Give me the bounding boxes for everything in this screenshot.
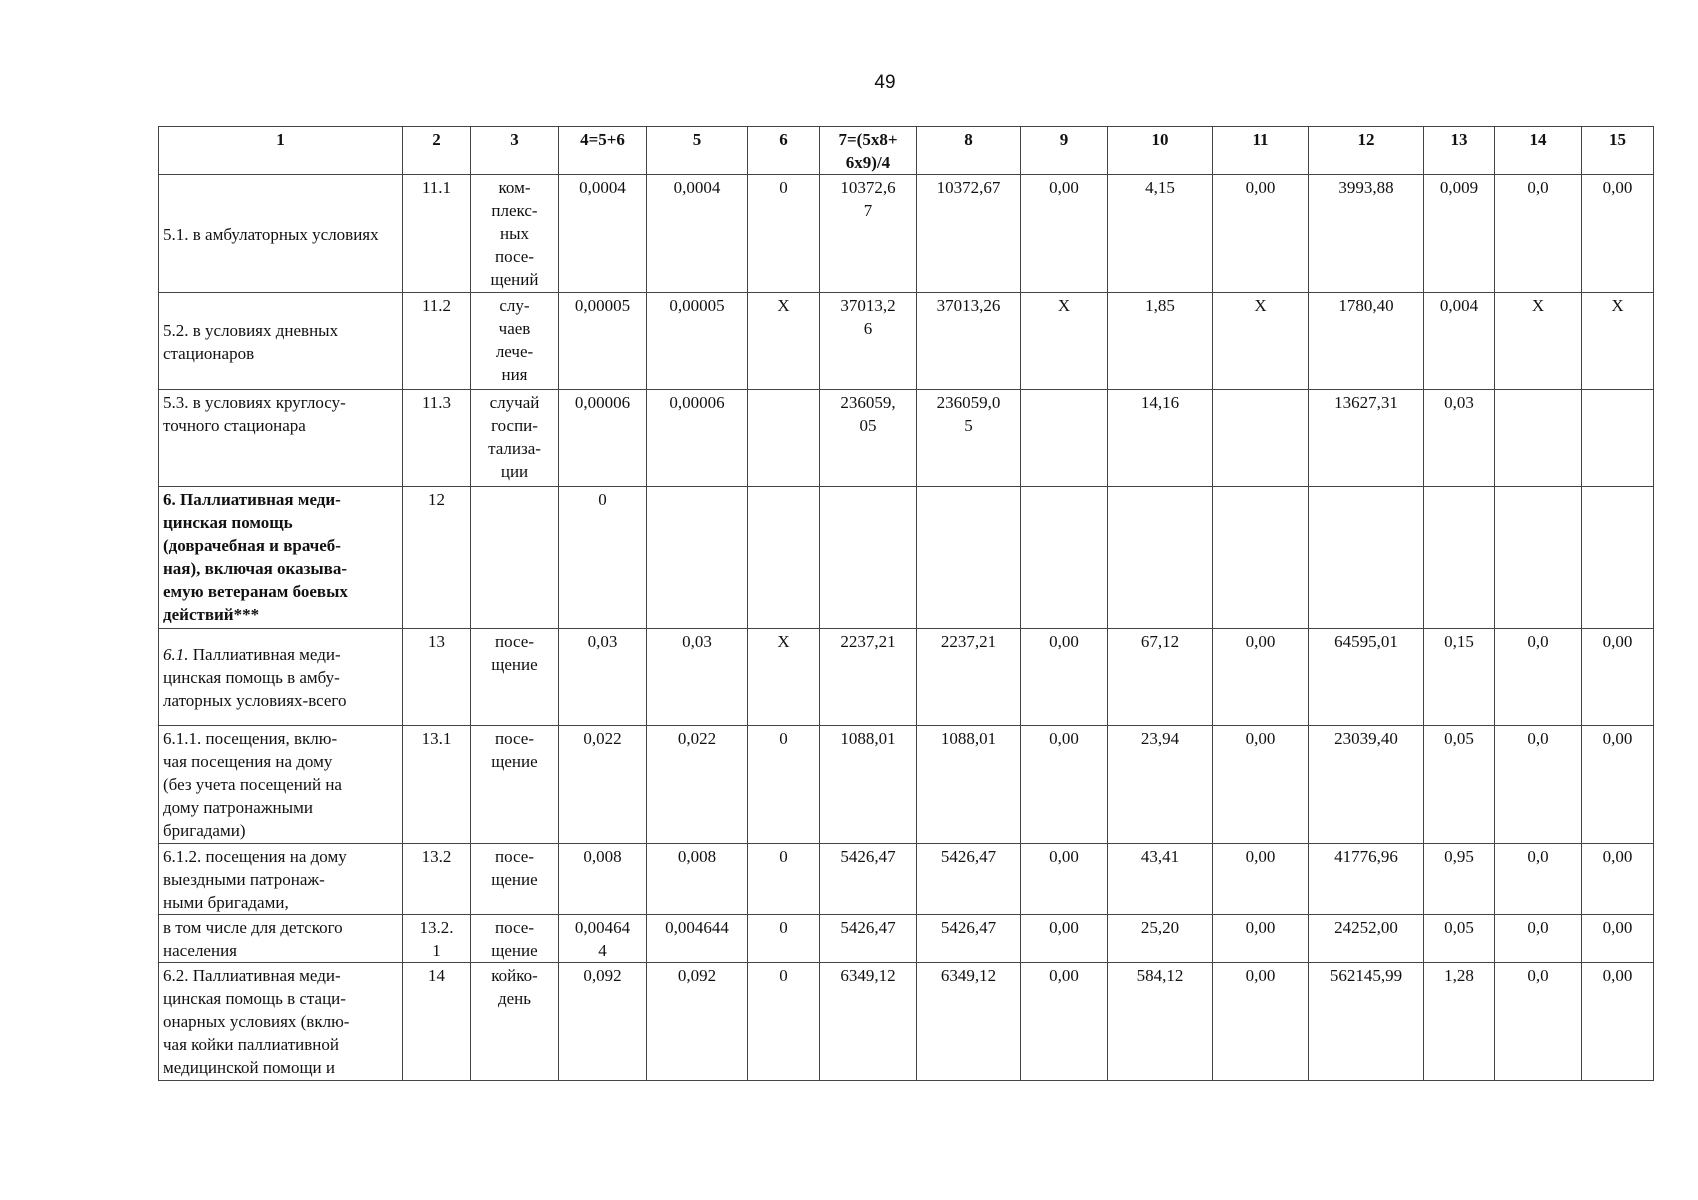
value-cell-c12: 23039,40 (1309, 726, 1424, 844)
value-cell-c14 (1495, 487, 1582, 629)
value-cell-c5: 0,0004 (647, 175, 748, 293)
value-cell-c5: 0,00006 (647, 390, 748, 487)
column-header: 14 (1495, 127, 1582, 175)
row-code-cell: 11.3 (403, 390, 471, 487)
row-unit-cell: посе- щение (471, 915, 559, 963)
row-code-cell: 13.2 (403, 844, 471, 915)
row-unit-cell: ком- плекс- ных посе- щений (471, 175, 559, 293)
value-cell-c6: 0 (748, 844, 820, 915)
column-header: 2 (403, 127, 471, 175)
value-cell-c12: 1780,40 (1309, 293, 1424, 390)
table-row (159, 844, 1654, 915)
value-cell-c7: 2237,21 (820, 629, 917, 726)
column-header: 6 (748, 127, 820, 175)
row-name-cell (159, 293, 403, 390)
value-cell-c12: 41776,96 (1309, 844, 1424, 915)
value-cell-c8: 2237,21 (917, 629, 1021, 726)
value-cell-c11: 0,00 (1213, 629, 1309, 726)
table-row (159, 487, 1654, 629)
value-cell-c15: 0,00 (1582, 963, 1654, 1081)
value-cell-c5: 0,022 (647, 726, 748, 844)
column-header: 10 (1108, 127, 1213, 175)
value-cell-c8: 1088,01 (917, 726, 1021, 844)
row-code-cell: 14 (403, 963, 471, 1081)
value-cell-c10: 43,41 (1108, 844, 1213, 915)
value-cell-c6: Х (748, 293, 820, 390)
row-name-text: 6. Паллиативная меди- цинская помощь (доврачебная и врачеб- ная), включая оказыва- емую ветеранам боевых действий*** (163, 490, 348, 624)
value-cell-c6: 0 (748, 175, 820, 293)
value-cell-c5: 0,092 (647, 963, 748, 1081)
value-cell-c8: 5426,47 (917, 915, 1021, 963)
value-cell-c7: 10372,6 7 (820, 175, 917, 293)
value-cell-c14: 0,0 (1495, 915, 1582, 963)
value-cell-c8: 37013,26 (917, 293, 1021, 390)
value-cell-c11: 0,00 (1213, 915, 1309, 963)
row-name-cell (159, 726, 403, 844)
value-cell-c9: 0,00 (1021, 963, 1108, 1081)
row-name-text: 6.1.1. посещения, вклю- чая посещения на дому (без учета посещений на дому патронажными бригадами) (163, 729, 342, 840)
value-cell-c6: 0 (748, 726, 820, 844)
value-cell-c11: 0,00 (1213, 844, 1309, 915)
column-header: 5 (647, 127, 748, 175)
column-header: 4=5+6 (559, 127, 647, 175)
row-unit-cell: посе- щение (471, 726, 559, 844)
value-cell-c9: 0,00 (1021, 175, 1108, 293)
value-cell-c4: 0,03 (559, 629, 647, 726)
value-cell-c10: 23,94 (1108, 726, 1213, 844)
value-cell-c7: 236059, 05 (820, 390, 917, 487)
value-cell-c11: 0,00 (1213, 175, 1309, 293)
value-cell-c11: 0,00 (1213, 726, 1309, 844)
value-cell-c14: 0,0 (1495, 175, 1582, 293)
value-cell-c9: 0,00 (1021, 844, 1108, 915)
value-cell-c4: 0,092 (559, 963, 647, 1081)
value-cell-c7: 1088,01 (820, 726, 917, 844)
value-cell-c9: 0,00 (1021, 726, 1108, 844)
value-cell-c4: 0,008 (559, 844, 647, 915)
value-cell-c12: 562145,99 (1309, 963, 1424, 1081)
value-cell-c13: 0,05 (1424, 915, 1495, 963)
value-cell-c13: 0,95 (1424, 844, 1495, 915)
value-cell-c11: Х (1213, 293, 1309, 390)
row-code-cell: 13.2. 1 (403, 915, 471, 963)
column-header: 8 (917, 127, 1021, 175)
row-name-cell (159, 390, 403, 487)
table-row (159, 963, 1654, 1081)
value-cell-c5: 0,008 (647, 844, 748, 915)
value-cell-c7: 5426,47 (820, 844, 917, 915)
value-cell-c5: 0,03 (647, 629, 748, 726)
value-cell-c4: 0,022 (559, 726, 647, 844)
row-name-text: 6.2. Паллиативная меди- цинская помощь в стаци- онарных условиях (вклю- чая койки паллиативной медицинской помощи и (163, 966, 350, 1077)
value-cell-c10: 1,85 (1108, 293, 1213, 390)
value-cell-c8 (917, 487, 1021, 629)
row-name-text: в том числе для детского населения (163, 918, 343, 960)
value-cell-c4: 0,00464 4 (559, 915, 647, 963)
column-header: 9 (1021, 127, 1108, 175)
row-unit-cell: случай госпи- тализа- ции (471, 390, 559, 487)
value-cell-c9: 0,00 (1021, 629, 1108, 726)
value-cell-c12: 24252,00 (1309, 915, 1424, 963)
value-cell-c10: 67,12 (1108, 629, 1213, 726)
value-cell-c7: 6349,12 (820, 963, 917, 1081)
value-cell-c6 (748, 487, 820, 629)
value-cell-c6: 0 (748, 963, 820, 1081)
value-cell-c7: 37013,2 6 (820, 293, 917, 390)
value-cell-c12: 3993,88 (1309, 175, 1424, 293)
value-cell-c10: 584,12 (1108, 963, 1213, 1081)
row-name-text: Паллиативная меди- цинская помощь в амбу- латорных условиях-всего (163, 645, 347, 710)
value-cell-c9 (1021, 390, 1108, 487)
value-cell-c15: 0,00 (1582, 175, 1654, 293)
value-cell-c10: 25,20 (1108, 915, 1213, 963)
value-cell-c15: 0,00 (1582, 726, 1654, 844)
value-cell-c13: 0,03 (1424, 390, 1495, 487)
row-unit-cell: койко- день (471, 963, 559, 1081)
row-code-cell: 13.1 (403, 726, 471, 844)
value-cell-c9: Х (1021, 293, 1108, 390)
value-cell-c14: 0,0 (1495, 726, 1582, 844)
row-name-text: 5.3. в условиях круглосу- точного стационара (163, 393, 346, 435)
value-cell-c14: 0,0 (1495, 629, 1582, 726)
page-number: 49 (874, 72, 896, 93)
value-cell-c13: 0,15 (1424, 629, 1495, 726)
value-cell-c15: 0,00 (1582, 915, 1654, 963)
value-cell-c13 (1424, 487, 1495, 629)
table-row (159, 915, 1654, 963)
value-cell-c10: 14,16 (1108, 390, 1213, 487)
row-name-cell (159, 915, 403, 963)
value-cell-c12 (1309, 487, 1424, 629)
value-cell-c13: 0,009 (1424, 175, 1495, 293)
table-body (159, 175, 1654, 1081)
value-cell-c15: Х (1582, 293, 1654, 390)
value-cell-c5: 0,00005 (647, 293, 748, 390)
value-cell-c10 (1108, 487, 1213, 629)
table-row (159, 390, 1654, 487)
value-cell-c9: 0,00 (1021, 915, 1108, 963)
value-cell-c4: 0 (559, 487, 647, 629)
value-cell-c6: 0 (748, 915, 820, 963)
table-row (159, 293, 1654, 390)
value-cell-c5: 0,004644 (647, 915, 748, 963)
row-code-cell: 13 (403, 629, 471, 726)
value-cell-c5 (647, 487, 748, 629)
value-cell-c12: 64595,01 (1309, 629, 1424, 726)
column-header: 15 (1582, 127, 1654, 175)
column-header: 3 (471, 127, 559, 175)
row-name-number: 6.1. (163, 645, 189, 664)
table-row (159, 175, 1654, 293)
value-cell-c8: 6349,12 (917, 963, 1021, 1081)
value-cell-c11: 0,00 (1213, 963, 1309, 1081)
table-row (159, 629, 1654, 726)
value-cell-c7 (820, 487, 917, 629)
row-unit-cell: посе- щение (471, 629, 559, 726)
column-header: 1 (159, 127, 403, 175)
row-code-cell: 11.1 (403, 175, 471, 293)
column-header: 11 (1213, 127, 1309, 175)
row-unit-cell (471, 487, 559, 629)
value-cell-c8: 10372,67 (917, 175, 1021, 293)
value-cell-c15 (1582, 390, 1654, 487)
row-code-cell: 11.2 (403, 293, 471, 390)
value-cell-c14: 0,0 (1495, 963, 1582, 1081)
row-name-text: 5.1. в амбулаторных условиях (163, 224, 379, 244)
row-unit-cell: посе- щение (471, 844, 559, 915)
data-table (158, 126, 1654, 1081)
value-cell-c15 (1582, 487, 1654, 629)
value-cell-c8: 236059,0 5 (917, 390, 1021, 487)
value-cell-c14 (1495, 390, 1582, 487)
row-name-text: 5.2. в условиях дневных стационаров (163, 320, 339, 363)
value-cell-c15: 0,00 (1582, 629, 1654, 726)
value-cell-c8: 5426,47 (917, 844, 1021, 915)
row-name-text: 6.1.2. посещения на дому выездными патронаж- ными бригадами, (163, 847, 347, 912)
row-name-cell (159, 844, 403, 915)
value-cell-c4: 0,00005 (559, 293, 647, 390)
value-cell-c4: 0,0004 (559, 175, 647, 293)
row-name-cell (159, 629, 403, 726)
row-name-cell (159, 487, 403, 629)
value-cell-c14: Х (1495, 293, 1582, 390)
value-cell-c12: 13627,31 (1309, 390, 1424, 487)
header-row (159, 127, 1654, 175)
value-cell-c9 (1021, 487, 1108, 629)
column-header: 12 (1309, 127, 1424, 175)
value-cell-c4: 0,00006 (559, 390, 647, 487)
value-cell-c11 (1213, 487, 1309, 629)
column-header: 13 (1424, 127, 1495, 175)
value-cell-c11 (1213, 390, 1309, 487)
value-cell-c13: 0,05 (1424, 726, 1495, 844)
row-unit-cell: слу- чаев лече- ния (471, 293, 559, 390)
row-code-cell: 12 (403, 487, 471, 629)
value-cell-c15: 0,00 (1582, 844, 1654, 915)
table-row (159, 726, 1654, 844)
value-cell-c7: 5426,47 (820, 915, 917, 963)
value-cell-c13: 1,28 (1424, 963, 1495, 1081)
value-cell-c14: 0,0 (1495, 844, 1582, 915)
value-cell-c6 (748, 390, 820, 487)
column-header: 7=(5х8+ 6х9)/4 (820, 127, 917, 175)
value-cell-c6: Х (748, 629, 820, 726)
value-cell-c10: 4,15 (1108, 175, 1213, 293)
value-cell-c13: 0,004 (1424, 293, 1495, 390)
row-name-cell (159, 963, 403, 1081)
row-name-cell (159, 175, 403, 293)
